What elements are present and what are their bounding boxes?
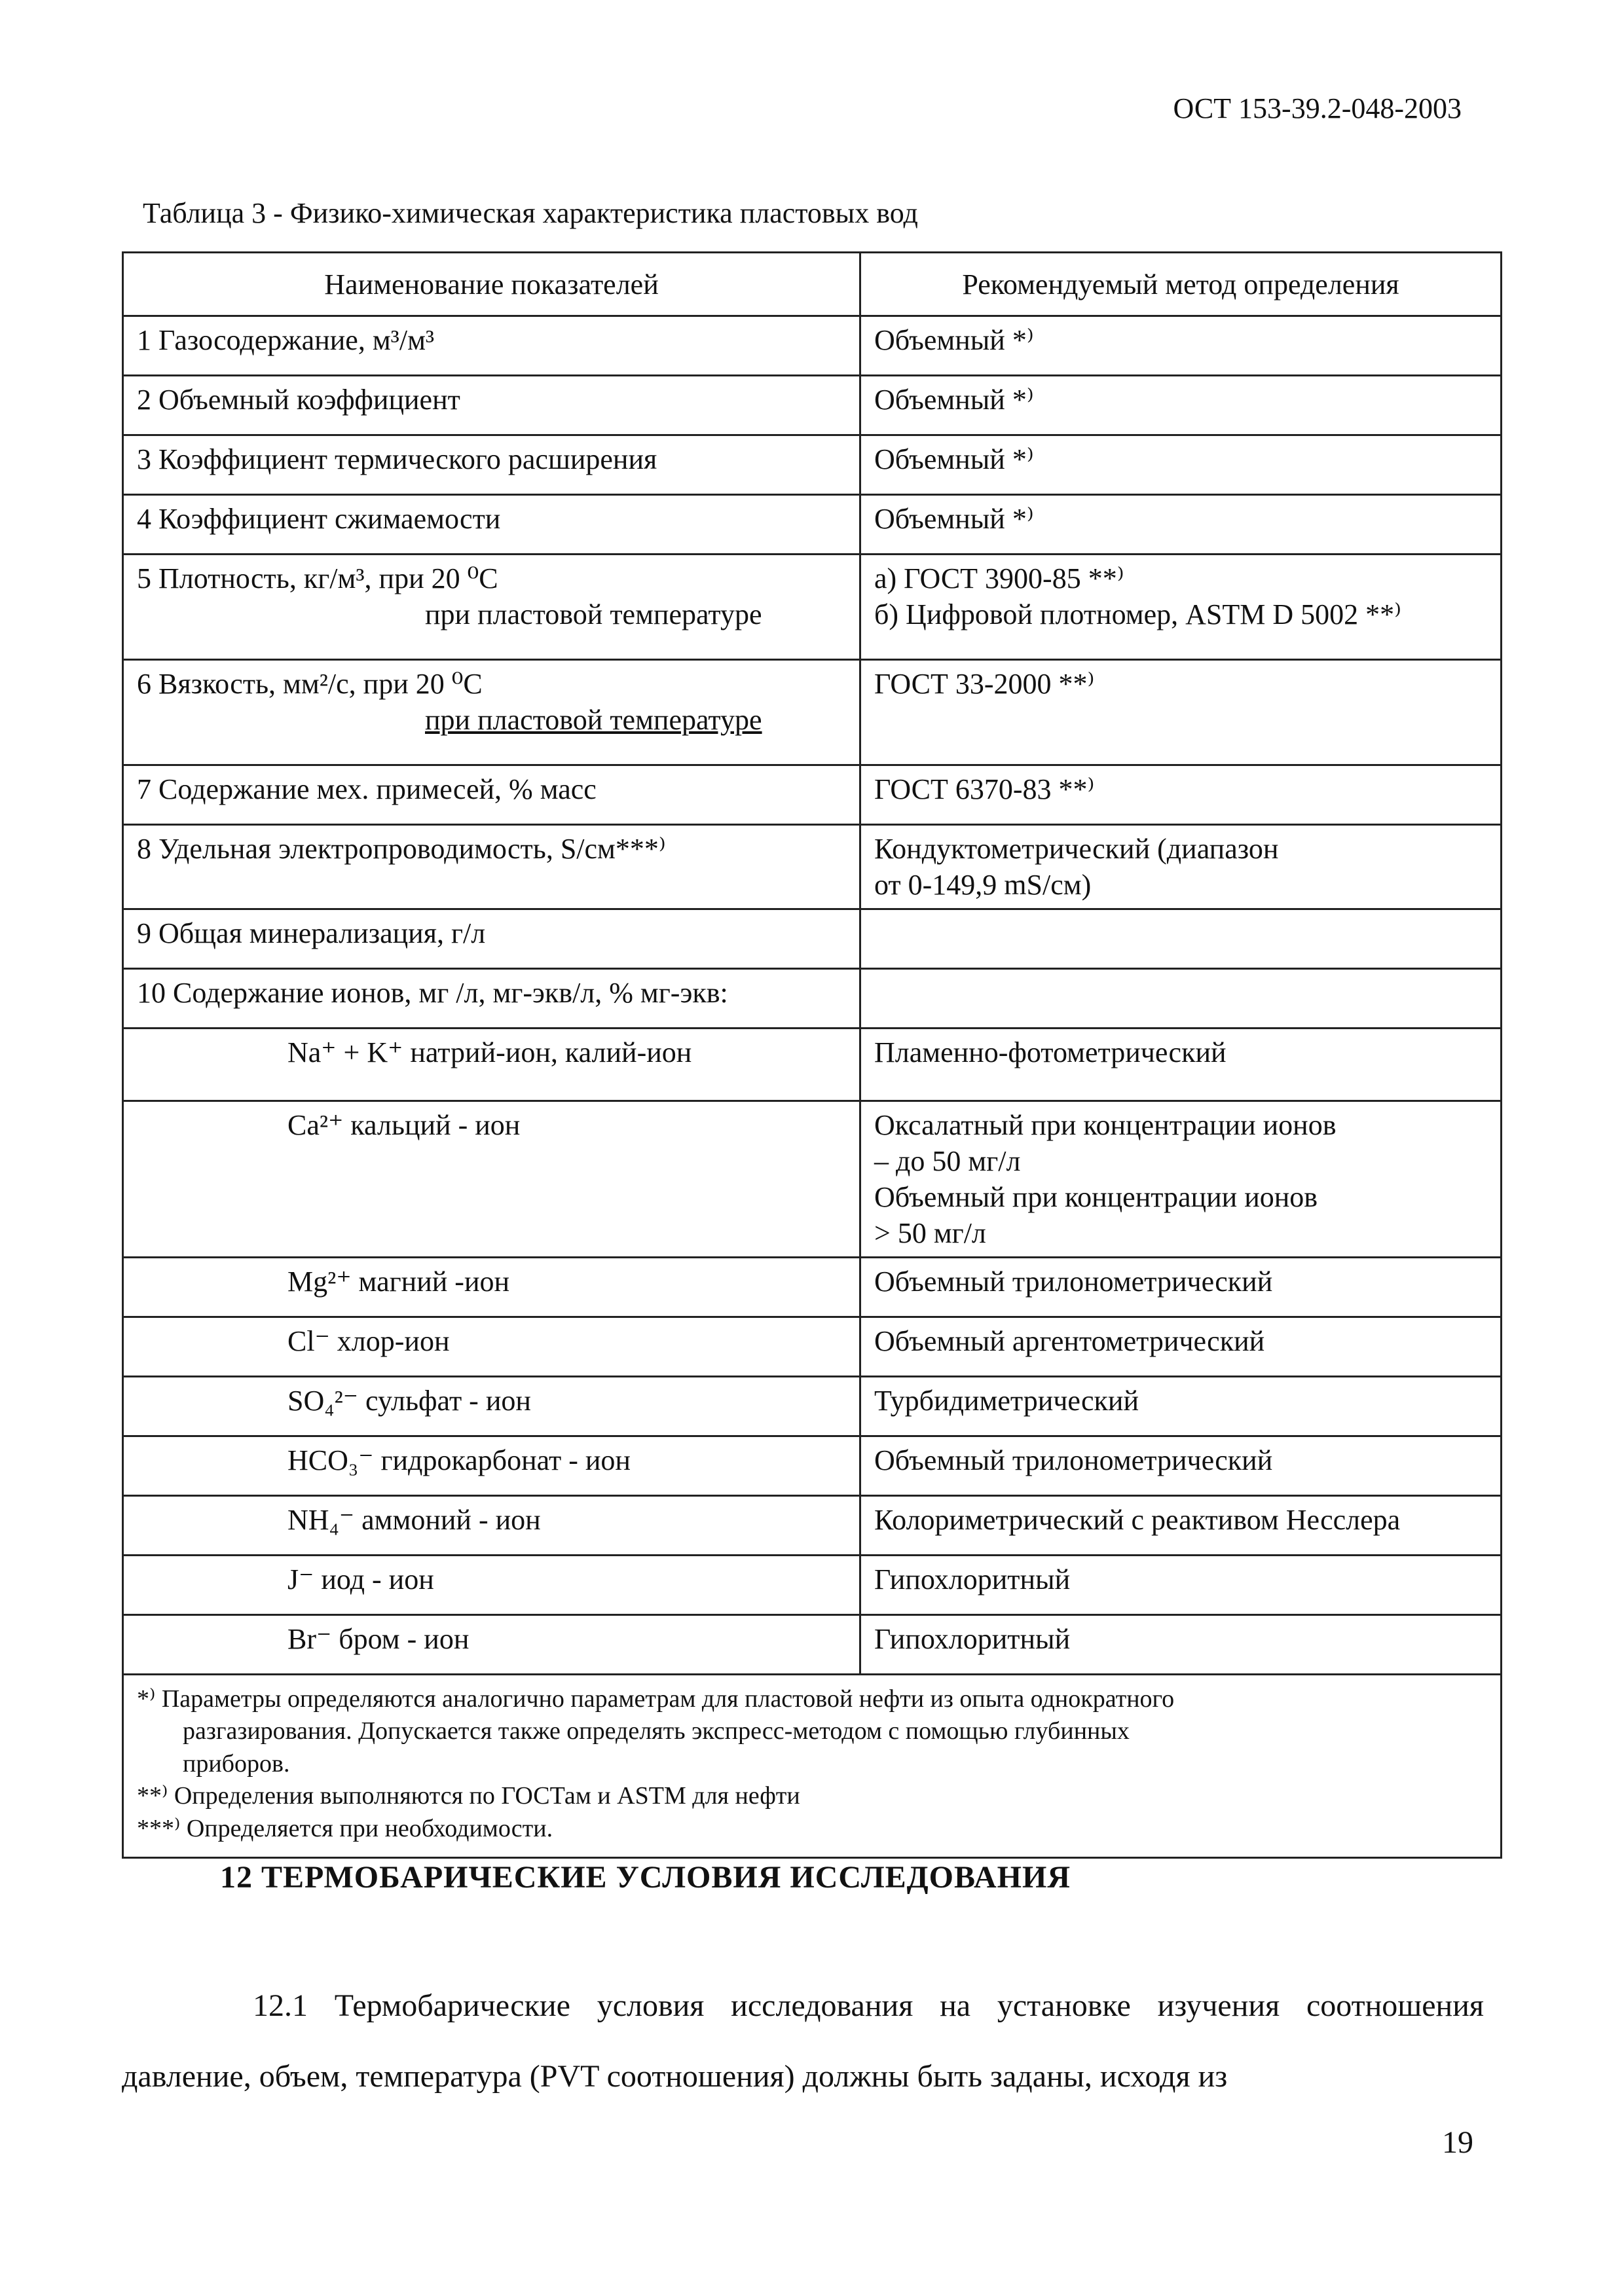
table-row	[123, 825, 1502, 909]
row-method: Объемный *⁾	[860, 376, 1502, 435]
ion-method	[860, 1101, 1502, 1258]
row-name: 4 Коэффициент сжимаемости	[123, 495, 860, 555]
table-row	[123, 555, 1502, 660]
ion-method: Гипохлоритный	[860, 1556, 1502, 1615]
row-method-line: Кондуктометрический (диапазон	[874, 833, 1279, 865]
ion-row	[123, 1101, 1502, 1258]
ion-method: Турбидиметрический	[860, 1377, 1502, 1436]
row-method: Объемный *⁾	[860, 316, 1502, 376]
ion-name: Na⁺ + K⁺ натрий-ион, калий-ион	[123, 1029, 860, 1101]
table-row	[123, 660, 1502, 765]
table-row	[123, 765, 1502, 825]
row-method: Объемный *⁾	[860, 435, 1502, 495]
ion-method-line: > 50 мг/л	[874, 1217, 986, 1249]
row-name: 1 Газосодержание, м³/м³	[123, 316, 860, 376]
ion-method-line: Оксалатный при концентрации ионов	[874, 1109, 1337, 1141]
ion-row	[123, 1556, 1502, 1615]
ion-method: Объемный трилонометрический	[860, 1258, 1502, 1317]
row-method: ГОСТ 6370-83 **⁾	[860, 765, 1502, 825]
row-name: 9 Общая минерализация, г/л	[123, 909, 860, 969]
row-method: Объемный *⁾	[860, 495, 1502, 555]
document-code: ОСТ 153-39.2-048-2003	[1173, 92, 1462, 124]
ion-method-line: Объемный при концентрации ионов	[874, 1181, 1318, 1213]
row-method	[860, 909, 1502, 969]
row-name-line: 6 Вязкость, мм²/с, при 20 ⁰С	[137, 668, 483, 700]
row-method-line: от 0-149,9 mS/см)	[874, 869, 1092, 901]
ion-name: SO₄²⁻ сульфат - ион	[123, 1377, 860, 1436]
row-name	[123, 555, 860, 660]
ion-method-line: – до 50 мг/л	[874, 1145, 1021, 1177]
ion-row	[123, 1377, 1502, 1436]
ion-row	[123, 1436, 1502, 1496]
ion-method: Колориметрический с реактивом Несслера	[860, 1496, 1502, 1556]
ion-method: Пламенно-фотометрический	[860, 1029, 1502, 1101]
ion-name: Br⁻ бром - ион	[123, 1615, 860, 1675]
header-method: Рекомендуемый метод определения	[860, 253, 1502, 316]
ion-row	[123, 1615, 1502, 1675]
row-name: 3 Коэффициент термического расширения	[123, 435, 860, 495]
footnote-1-cont: приборов.	[183, 1749, 290, 1777]
ion-name: NH₄⁻ аммоний - ион	[123, 1496, 860, 1556]
ion-name: Cl⁻ хлор-ион	[123, 1317, 860, 1377]
ion-method: Объемный трилонометрический	[860, 1436, 1502, 1496]
ion-name: HCO₃⁻ гидрокарбонат - ион	[123, 1436, 860, 1496]
page-number: 19	[1442, 2125, 1473, 2160]
table-row	[123, 495, 1502, 555]
ion-name: J⁻ иод - ион	[123, 1556, 860, 1615]
row-name: 10 Содержание ионов, мг /л, мг-экв/л, % мг-экв:	[123, 969, 860, 1029]
ion-row	[123, 1317, 1502, 1377]
row-name-line: 5 Плотность, кг/м³, при 20 ⁰С	[137, 562, 498, 594]
ion-row	[123, 1496, 1502, 1556]
row-method-line: б) Цифровой плотномер, ASTM D 5002 **⁾	[874, 598, 1401, 630]
ion-method: Объемный аргентометрический	[860, 1317, 1502, 1377]
footnote-2: **⁾ Определения выполняются по ГОСТам и ASTM для нефти	[137, 1782, 800, 1810]
ion-name: Mg²⁺ магний -ион	[123, 1258, 860, 1317]
footnote-3: ***⁾ Определяется при необходимости.	[137, 1814, 553, 1842]
row-name-line: при пластовой температуре	[425, 598, 762, 630]
row-method-line: а) ГОСТ 3900-85 **⁾	[874, 562, 1124, 594]
table-row	[123, 435, 1502, 495]
row-method	[860, 555, 1502, 660]
footnote-1: *⁾ Параметры определяются аналогично параметрам для пластовой нефти из опыта однократного	[137, 1685, 1175, 1713]
row-name: 8 Удельная электропроводимость, S/см***⁾	[123, 825, 860, 909]
footnote-1-cont: разгазирования. Допускается также определять экспресс-методом с помощью глубинных	[183, 1717, 1130, 1745]
row-method	[860, 969, 1502, 1029]
table-row	[123, 969, 1502, 1029]
row-name	[123, 660, 860, 765]
row-method	[860, 825, 1502, 909]
table-row	[123, 316, 1502, 376]
row-name: 2 Объемный коэффициент	[123, 376, 860, 435]
table-row	[123, 376, 1502, 435]
section-paragraph: 12.1 Термобарические условия исследования на установке изучения соотношения давление, объем, температура (PVT соотношения) должны быть заданы, исходя из	[122, 1988, 1484, 2094]
row-method: ГОСТ 33-2000 **⁾	[860, 660, 1502, 765]
ion-row	[123, 1029, 1502, 1101]
properties-table	[122, 251, 1502, 1859]
ion-name: Ca²⁺ кальций - ион	[123, 1101, 860, 1258]
table-caption: Таблица 3 - Физико-химическая характеристика пластовых вод	[143, 197, 918, 229]
ion-row	[123, 1258, 1502, 1317]
footnotes	[123, 1675, 1502, 1858]
footnotes-row	[123, 1675, 1502, 1858]
ion-method: Гипохлоритный	[860, 1615, 1502, 1675]
section-heading: 12 ТЕРМОБАРИЧЕСКИЕ УСЛОВИЯ ИССЛЕДОВАНИЯ	[220, 1860, 1071, 1895]
header-indicator-name: Наименование показателей	[123, 253, 860, 316]
row-name-line: при пластовой температуре	[425, 704, 762, 736]
row-name: 7 Содержание мех. примесей, % масс	[123, 765, 860, 825]
table-row	[123, 909, 1502, 969]
